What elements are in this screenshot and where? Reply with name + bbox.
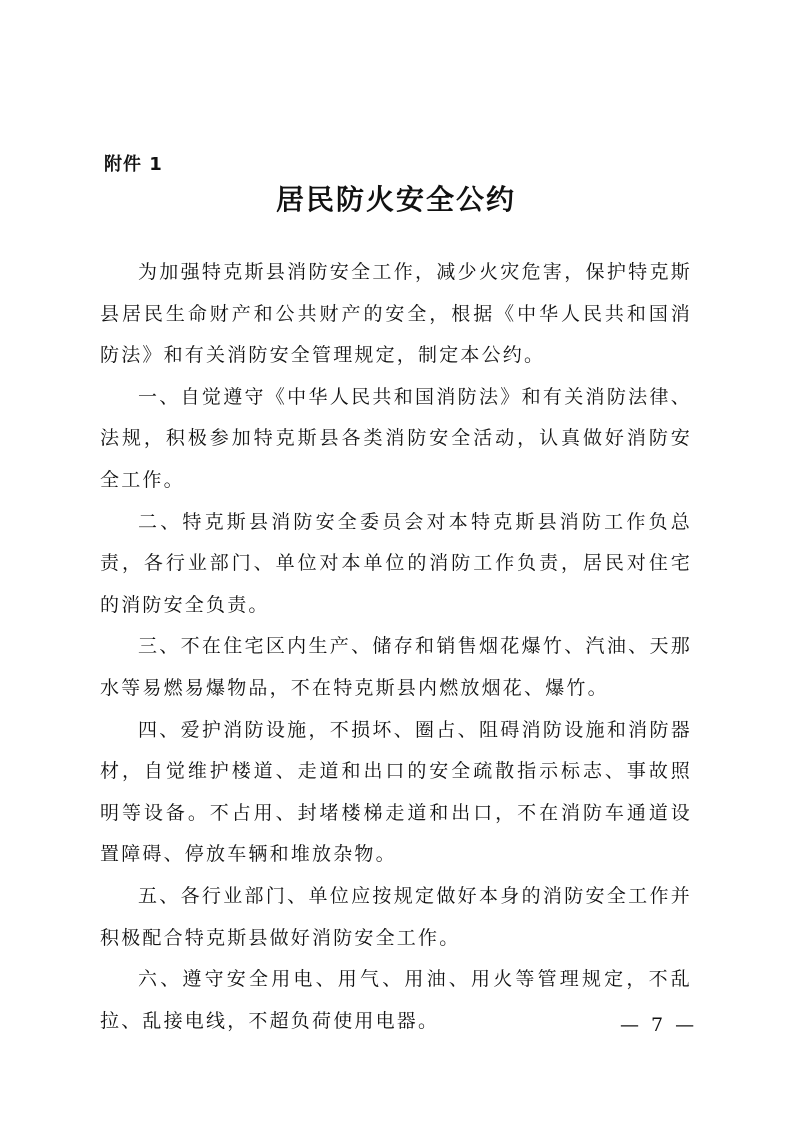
paragraph-clause-6: 六、遵守安全用电、用气、用油、用火等管理规定，不乱拉、乱接电线，不超负荷使用电器。: [100, 968, 692, 1032]
attachment-label: 附件 1: [104, 154, 163, 175]
page-number: — 7 —: [620, 1014, 698, 1036]
paragraph-preamble: 为加强特克斯县消防安全工作，减少火灾危害，保护特克斯县居民生命财产和公共财产的安全，根据《中华人民共和国消防法》和有关消防安全管理规定，制定本公约。: [100, 261, 692, 367]
document-title: 居民防火安全公约: [275, 183, 516, 216]
paragraph-clause-3: 三、不在住宅区内生产、储存和销售烟花爆竹、汽油、天那水等易燃易爆物品，不在特克斯县内燃放烟花、爆竹。: [100, 635, 692, 699]
paragraph-clause-1: 一、自觉遵守《中华人民共和国消防法》和有关消防法律、法规，积极参加特克斯县各类消防安全活动，认真做好消防安全工作。: [100, 385, 692, 491]
paragraph-clause-2: 二、特克斯县消防安全委员会对本特克斯县消防工作负总责，各行业部门、单位对本单位的消防工作负责，居民对住宅的消防安全负责。: [100, 510, 692, 616]
document-body: [100, 252, 692, 1042]
paragraph-clause-4: 四、爱护消防设施，不损坏、圈占、阻碍消防设施和消防器材，自觉维护楼道、走道和出口的安全疏散指示标志、事故照明等设备。不占用、封堵楼梯走道和出口，不在消防车通道设置障碍、停放车辆和堆放杂物。: [100, 718, 692, 866]
paragraph-clause-5: 五、各行业部门、单位应按规定做好本身的消防安全工作并积极配合特克斯县做好消防安全工作。: [100, 884, 692, 949]
